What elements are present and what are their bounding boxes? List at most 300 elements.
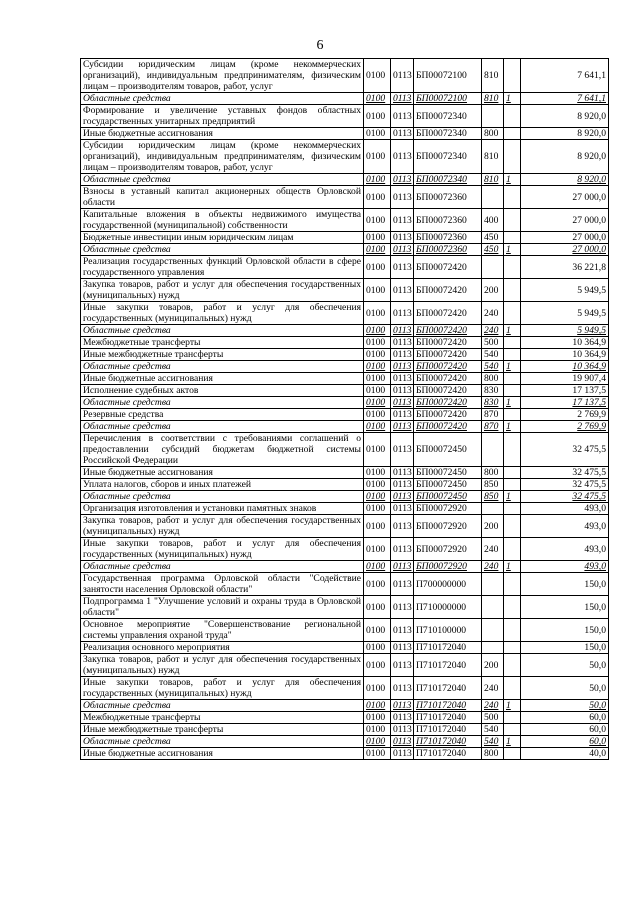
- subsection-code: 0113: [391, 736, 414, 748]
- table-row: [81, 538, 609, 561]
- funding-source-code: [504, 349, 521, 361]
- table-row: [81, 515, 609, 538]
- expense-name: Исполнение судебных актов: [81, 385, 364, 397]
- subsection-code: 0113: [391, 174, 414, 186]
- section-code: 0100: [364, 561, 391, 573]
- subsection-code: 0113: [391, 654, 414, 677]
- subsection-code: 0113: [391, 538, 414, 561]
- amount-value: 60,0: [521, 712, 609, 724]
- section-code: 0100: [364, 515, 391, 538]
- section-code: 0100: [364, 209, 391, 232]
- target-article-code: БП00072360: [414, 209, 482, 232]
- table-row: [81, 385, 609, 397]
- funding-source-row: [81, 736, 609, 748]
- amount-value: 50,0: [521, 654, 609, 677]
- subsection-code: 0113: [391, 349, 414, 361]
- expense-type-code: 240: [482, 677, 504, 700]
- amount-value: 17 137,5: [521, 385, 609, 397]
- funding-source-row: [81, 174, 609, 186]
- target-article-code: П710000000: [414, 596, 482, 619]
- section-code: 0100: [364, 619, 391, 642]
- amount-value: 5 949,5: [521, 279, 609, 302]
- subsection-code: 0113: [391, 256, 414, 279]
- expense-type-code: 500: [482, 712, 504, 724]
- section-code: 0100: [364, 279, 391, 302]
- funding-source-row: [81, 491, 609, 503]
- target-article-code: БП00072420: [414, 373, 482, 385]
- funding-source-code: [504, 209, 521, 232]
- target-article-code: БП00072420: [414, 279, 482, 302]
- target-article-code: БП00072450: [414, 479, 482, 491]
- target-article-code: БП00072920: [414, 515, 482, 538]
- funding-source-code: [504, 105, 521, 128]
- table-row: [81, 619, 609, 642]
- section-code: 0100: [364, 93, 391, 105]
- subsection-code: 0113: [391, 748, 414, 760]
- table-row: [81, 433, 609, 467]
- expense-type-code: 810: [482, 59, 504, 93]
- table-row: [81, 128, 609, 140]
- funding-source-code: 1: [504, 561, 521, 573]
- target-article-code: БП00072420: [414, 349, 482, 361]
- subsection-code: 0113: [391, 279, 414, 302]
- expense-type-code: 240: [482, 561, 504, 573]
- expense-name: Иные закупки товаров, работ и услуг для обеспечения государственных (муниципальных) нужд: [81, 302, 364, 325]
- amount-value: 8 920,0: [521, 105, 609, 128]
- expense-type-code: 540: [482, 724, 504, 736]
- expense-name: Областные средства: [81, 174, 364, 186]
- target-article-code: БП00072420: [414, 397, 482, 409]
- expense-name: Закупка товаров, работ и услуг для обеспечения государственных (муниципальных) нужд: [81, 279, 364, 302]
- amount-value: 32 475,5: [521, 467, 609, 479]
- section-code: 0100: [364, 700, 391, 712]
- target-article-code: П710172040: [414, 712, 482, 724]
- section-code: 0100: [364, 337, 391, 349]
- section-code: 0100: [364, 409, 391, 421]
- expense-name: Реализация основного мероприятия: [81, 642, 364, 654]
- section-code: 0100: [364, 128, 391, 140]
- funding-source-code: [504, 479, 521, 491]
- table-row: [81, 712, 609, 724]
- expense-name: Перечисления в соответствии с требованиями соглашений о предоставлении субсидий бюджетам бюджетной системы Российской Федерации: [81, 433, 364, 467]
- section-code: 0100: [364, 642, 391, 654]
- target-article-code: П710172040: [414, 677, 482, 700]
- section-code: 0100: [364, 397, 391, 409]
- subsection-code: 0113: [391, 244, 414, 256]
- amount-value: 5 949,5: [521, 325, 609, 337]
- amount-value: 2 769,9: [521, 409, 609, 421]
- section-code: 0100: [364, 361, 391, 373]
- expense-name: Иные бюджетные ассигнования: [81, 467, 364, 479]
- expense-type-code: [482, 619, 504, 642]
- amount-value: 50,0: [521, 677, 609, 700]
- amount-value: 493,0: [521, 503, 609, 515]
- amount-value: 27 000,0: [521, 244, 609, 256]
- expense-name: Областные средства: [81, 700, 364, 712]
- section-code: 0100: [364, 433, 391, 467]
- target-article-code: БП00072340: [414, 105, 482, 128]
- target-article-code: БП00072340: [414, 128, 482, 140]
- expense-type-code: 870: [482, 421, 504, 433]
- table-row: [81, 302, 609, 325]
- expense-type-code: 200: [482, 515, 504, 538]
- subsection-code: 0113: [391, 186, 414, 209]
- table-row: [81, 724, 609, 736]
- amount-value: 10 364,9: [521, 349, 609, 361]
- funding-source-code: 1: [504, 174, 521, 186]
- subsection-code: 0113: [391, 642, 414, 654]
- expense-name: Закупка товаров, работ и услуг для обеспечения государственных (муниципальных) нужд: [81, 515, 364, 538]
- funding-source-code: [504, 140, 521, 174]
- funding-source-code: [504, 385, 521, 397]
- expense-type-code: [482, 573, 504, 596]
- expense-type-code: 830: [482, 385, 504, 397]
- target-article-code: БП00072420: [414, 421, 482, 433]
- expense-type-code: 200: [482, 654, 504, 677]
- section-code: 0100: [364, 302, 391, 325]
- funding-source-code: 1: [504, 736, 521, 748]
- amount-value: 8 920,0: [521, 128, 609, 140]
- section-code: 0100: [364, 748, 391, 760]
- table-row: [81, 373, 609, 385]
- amount-value: 17 137,5: [521, 397, 609, 409]
- expense-type-code: 800: [482, 373, 504, 385]
- table-row: [81, 186, 609, 209]
- subsection-code: 0113: [391, 677, 414, 700]
- table-row: [81, 59, 609, 93]
- amount-value: 493,0: [521, 538, 609, 561]
- table-row: [81, 349, 609, 361]
- expense-name: Организация изготовления и установки памятных знаков: [81, 503, 364, 515]
- funding-source-code: [504, 596, 521, 619]
- expense-type-code: 810: [482, 93, 504, 105]
- expense-type-code: 450: [482, 232, 504, 244]
- target-article-code: БП00072920: [414, 561, 482, 573]
- expense-type-code: [482, 642, 504, 654]
- funding-source-code: [504, 538, 521, 561]
- expense-name: Областные средства: [81, 93, 364, 105]
- expense-name: Формирование и увеличение уставных фондов областных государственных унитарных предприятий: [81, 105, 364, 128]
- funding-source-code: [504, 256, 521, 279]
- funding-source-code: [504, 128, 521, 140]
- target-article-code: БП00072420: [414, 361, 482, 373]
- expense-type-code: [482, 105, 504, 128]
- amount-value: 32 475,5: [521, 433, 609, 467]
- subsection-code: 0113: [391, 619, 414, 642]
- table-row: [81, 596, 609, 619]
- section-code: 0100: [364, 712, 391, 724]
- funding-source-code: 1: [504, 700, 521, 712]
- expense-type-code: 830: [482, 397, 504, 409]
- amount-value: 10 364,9: [521, 361, 609, 373]
- expense-name: Подпрограмма 1 "Улучшение условий и охраны труда в Орловской области": [81, 596, 364, 619]
- funding-source-code: [504, 712, 521, 724]
- funding-source-row: [81, 361, 609, 373]
- expense-name: Основное мероприятие "Совершенствование региональной системы управления охраной труда": [81, 619, 364, 642]
- amount-value: 36 221,8: [521, 256, 609, 279]
- expense-type-code: 850: [482, 491, 504, 503]
- expense-type-code: 810: [482, 174, 504, 186]
- target-article-code: П710172040: [414, 654, 482, 677]
- expense-type-code: 240: [482, 302, 504, 325]
- funding-source-row: [81, 421, 609, 433]
- subsection-code: 0113: [391, 337, 414, 349]
- target-article-code: П710172040: [414, 724, 482, 736]
- table-row: [81, 140, 609, 174]
- funding-source-code: 1: [504, 325, 521, 337]
- target-article-code: БП00072420: [414, 325, 482, 337]
- table-row: [81, 409, 609, 421]
- subsection-code: 0113: [391, 140, 414, 174]
- table-row: [81, 654, 609, 677]
- funding-source-row: [81, 325, 609, 337]
- funding-source-code: 1: [504, 93, 521, 105]
- expense-type-code: 240: [482, 700, 504, 712]
- funding-source-row: [81, 397, 609, 409]
- page-number: 6: [316, 38, 324, 53]
- subsection-code: 0113: [391, 421, 414, 433]
- target-article-code: БП00072360: [414, 244, 482, 256]
- funding-source-code: [504, 748, 521, 760]
- table-row: [81, 748, 609, 760]
- expense-name: Иные бюджетные ассигнования: [81, 128, 364, 140]
- expense-type-code: 240: [482, 538, 504, 561]
- amount-value: 150,0: [521, 642, 609, 654]
- expense-name: Субсидии юридическим лицам (кроме некоммерческих организаций), индивидуальным предпринимателям, физическим лицам – производителям товаров, работ, услуг: [81, 140, 364, 174]
- subsection-code: 0113: [391, 302, 414, 325]
- target-article-code: БП00072450: [414, 491, 482, 503]
- expense-type-code: 800: [482, 748, 504, 760]
- table-row: [81, 642, 609, 654]
- amount-value: 2 769,9: [521, 421, 609, 433]
- section-code: 0100: [364, 174, 391, 186]
- funding-source-code: [504, 724, 521, 736]
- subsection-code: 0113: [391, 209, 414, 232]
- subsection-code: 0113: [391, 479, 414, 491]
- expense-type-code: 540: [482, 736, 504, 748]
- section-code: 0100: [364, 596, 391, 619]
- target-article-code: БП00072450: [414, 467, 482, 479]
- amount-value: 60,0: [521, 724, 609, 736]
- expense-name: Иные бюджетные ассигнования: [81, 748, 364, 760]
- section-code: 0100: [364, 105, 391, 128]
- funding-source-code: [504, 515, 521, 538]
- section-code: 0100: [364, 373, 391, 385]
- amount-value: 19 907,4: [521, 373, 609, 385]
- target-article-code: П710172040: [414, 700, 482, 712]
- expense-name: Областные средства: [81, 421, 364, 433]
- funding-source-code: [504, 302, 521, 325]
- amount-value: 60,0: [521, 736, 609, 748]
- subsection-code: 0113: [391, 361, 414, 373]
- section-code: 0100: [364, 479, 391, 491]
- expense-type-code: [482, 433, 504, 467]
- funding-source-code: [504, 186, 521, 209]
- amount-value: 27 000,0: [521, 209, 609, 232]
- section-code: 0100: [364, 59, 391, 93]
- subsection-code: 0113: [391, 93, 414, 105]
- expense-type-code: [482, 186, 504, 209]
- table-row: [81, 105, 609, 128]
- amount-value: 27 000,0: [521, 232, 609, 244]
- subsection-code: 0113: [391, 59, 414, 93]
- subsection-code: 0113: [391, 433, 414, 467]
- expense-type-code: 850: [482, 479, 504, 491]
- funding-source-code: [504, 232, 521, 244]
- funding-source-code: 1: [504, 397, 521, 409]
- section-code: 0100: [364, 538, 391, 561]
- amount-value: 10 364,9: [521, 337, 609, 349]
- funding-source-code: [504, 59, 521, 93]
- expense-type-code: [482, 256, 504, 279]
- target-article-code: БП00072920: [414, 503, 482, 515]
- section-code: 0100: [364, 491, 391, 503]
- subsection-code: 0113: [391, 232, 414, 244]
- funding-source-code: [504, 279, 521, 302]
- funding-source-code: [504, 642, 521, 654]
- expense-name: Резервные средства: [81, 409, 364, 421]
- expense-name: Областные средства: [81, 244, 364, 256]
- subsection-code: 0113: [391, 503, 414, 515]
- amount-value: 27 000,0: [521, 186, 609, 209]
- target-article-code: БП00072420: [414, 337, 482, 349]
- subsection-code: 0113: [391, 397, 414, 409]
- expense-name: Государственная программа Орловской области "Содействие занятости населения Орловской области": [81, 573, 364, 596]
- amount-value: 150,0: [521, 573, 609, 596]
- expense-name: Иные закупки товаров, работ и услуг для обеспечения государственных (муниципальных) нужд: [81, 677, 364, 700]
- target-article-code: БП00072100: [414, 59, 482, 93]
- expense-name: Иные межбюджетные трансферты: [81, 349, 364, 361]
- subsection-code: 0113: [391, 467, 414, 479]
- expense-type-code: 800: [482, 467, 504, 479]
- expense-name: Областные средства: [81, 736, 364, 748]
- expense-name: Областные средства: [81, 491, 364, 503]
- subsection-code: 0113: [391, 515, 414, 538]
- subsection-code: 0113: [391, 128, 414, 140]
- expense-type-code: 540: [482, 349, 504, 361]
- funding-source-row: [81, 700, 609, 712]
- section-code: 0100: [364, 736, 391, 748]
- amount-value: 150,0: [521, 596, 609, 619]
- target-article-code: П710172040: [414, 736, 482, 748]
- section-code: 0100: [364, 349, 391, 361]
- table-row: [81, 503, 609, 515]
- funding-source-code: [504, 409, 521, 421]
- amount-value: 32 475,5: [521, 491, 609, 503]
- funding-source-code: [504, 433, 521, 467]
- expense-type-code: 500: [482, 337, 504, 349]
- expense-type-code: 200: [482, 279, 504, 302]
- section-code: 0100: [364, 186, 391, 209]
- expense-name: Межбюджетные трансферты: [81, 712, 364, 724]
- target-article-code: БП00072340: [414, 174, 482, 186]
- funding-source-code: 1: [504, 244, 521, 256]
- funding-source-code: [504, 677, 521, 700]
- target-article-code: П710172040: [414, 748, 482, 760]
- expense-type-code: 450: [482, 244, 504, 256]
- expense-name: Иные закупки товаров, работ и услуг для обеспечения государственных (муниципальных) нужд: [81, 538, 364, 561]
- expense-type-code: 540: [482, 361, 504, 373]
- expense-type-code: [482, 596, 504, 619]
- funding-source-row: [81, 93, 609, 105]
- target-article-code: П710172040: [414, 642, 482, 654]
- target-article-code: БП00072360: [414, 186, 482, 209]
- table-row: [81, 677, 609, 700]
- target-article-code: БП00072420: [414, 302, 482, 325]
- amount-value: 150,0: [521, 619, 609, 642]
- expense-name: Реализация государственных функций Орловской области в сфере государственного управления: [81, 256, 364, 279]
- section-code: 0100: [364, 421, 391, 433]
- target-article-code: БП00072100: [414, 93, 482, 105]
- funding-source-row: [81, 244, 609, 256]
- amount-value: 5 949,5: [521, 302, 609, 325]
- subsection-code: 0113: [391, 700, 414, 712]
- target-article-code: БП00072360: [414, 232, 482, 244]
- expense-name: Областные средства: [81, 325, 364, 337]
- subsection-code: 0113: [391, 105, 414, 128]
- subsection-code: 0113: [391, 491, 414, 503]
- section-code: 0100: [364, 467, 391, 479]
- amount-value: 32 475,5: [521, 479, 609, 491]
- funding-source-code: 1: [504, 491, 521, 503]
- target-article-code: П710100000: [414, 619, 482, 642]
- amount-value: 7 641,1: [521, 93, 609, 105]
- target-article-code: П700000000: [414, 573, 482, 596]
- subsection-code: 0113: [391, 409, 414, 421]
- section-code: 0100: [364, 677, 391, 700]
- subsection-code: 0113: [391, 561, 414, 573]
- expense-name: Областные средства: [81, 561, 364, 573]
- section-code: 0100: [364, 654, 391, 677]
- amount-value: 493,0: [521, 561, 609, 573]
- section-code: 0100: [364, 503, 391, 515]
- expense-name: Закупка товаров, работ и услуг для обеспечения государственных (муниципальных) нужд: [81, 654, 364, 677]
- expense-name: Капитальные вложения в объекты недвижимого имущества государственной (муниципальной) собственности: [81, 209, 364, 232]
- subsection-code: 0113: [391, 724, 414, 736]
- amount-value: 40,0: [521, 748, 609, 760]
- section-code: 0100: [364, 256, 391, 279]
- expense-name: Субсидии юридическим лицам (кроме некоммерческих организаций), индивидуальным предпринимателям, физическим лицам – производителям товаров, работ, услуг: [81, 59, 364, 93]
- target-article-code: БП00072420: [414, 385, 482, 397]
- target-article-code: БП00072420: [414, 256, 482, 279]
- section-code: 0100: [364, 244, 391, 256]
- target-article-code: БП00072450: [414, 433, 482, 467]
- section-code: 0100: [364, 325, 391, 337]
- table-row: [81, 573, 609, 596]
- amount-value: 8 920,0: [521, 140, 609, 174]
- amount-value: 493,0: [521, 515, 609, 538]
- budget-table: [80, 58, 609, 760]
- budget-rows: [81, 59, 609, 760]
- table-row: [81, 479, 609, 491]
- target-article-code: БП00072340: [414, 140, 482, 174]
- subsection-code: 0113: [391, 325, 414, 337]
- target-article-code: БП00072420: [414, 409, 482, 421]
- subsection-code: 0113: [391, 373, 414, 385]
- funding-source-row: [81, 561, 609, 573]
- expense-type-code: 240: [482, 325, 504, 337]
- funding-source-code: [504, 467, 521, 479]
- section-code: 0100: [364, 724, 391, 736]
- table-row: [81, 467, 609, 479]
- expense-name: Взносы в уставный капитал акционерных обществ Орловской области: [81, 186, 364, 209]
- section-code: 0100: [364, 140, 391, 174]
- subsection-code: 0113: [391, 596, 414, 619]
- expense-type-code: 870: [482, 409, 504, 421]
- expense-name: Иные межбюджетные трансферты: [81, 724, 364, 736]
- funding-source-code: [504, 503, 521, 515]
- expense-type-code: [482, 503, 504, 515]
